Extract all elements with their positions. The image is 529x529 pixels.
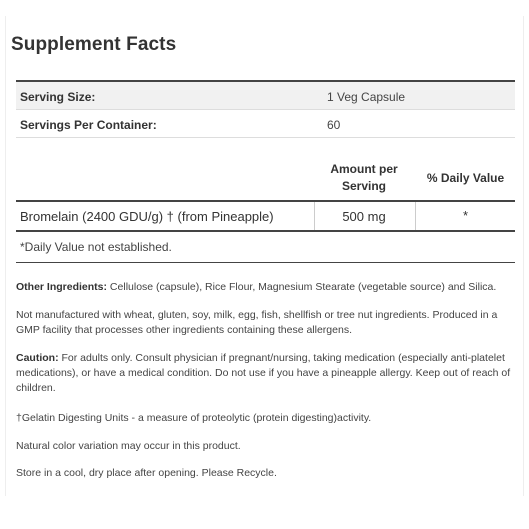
other-ingredients-label: Other Ingredients:: [16, 281, 108, 293]
caution-label: Caution:: [16, 352, 59, 364]
serving-size-row: [16, 82, 515, 110]
caution-text: For adults only. Consult physician if pregnant/nursing, taking medication (especially anti-platelet medications), or have a medical condition. Do not use if you have a pineapple allergy. Keep out of reach of children.: [16, 352, 511, 394]
daily-value-header: % Daily Value: [426, 171, 505, 185]
amount-header-line1: Amount per: [330, 162, 398, 176]
footnote-divider: [16, 262, 515, 263]
ingredient-row: [16, 202, 515, 232]
color-variation-note: Natural color variation may occur in this product.: [16, 440, 241, 452]
storage-note: Store in a cool, dry place after opening. Please Recycle.: [16, 467, 277, 479]
page-title: Supplement Facts: [11, 34, 177, 55]
servings-per-container-row: [16, 110, 515, 138]
caution-statement: [16, 351, 516, 396]
other-ingredients: [16, 280, 516, 295]
servings-per-container-value: 60: [327, 118, 341, 132]
amount-header-line2: Serving: [341, 179, 386, 193]
serving-size-label: Serving Size:: [20, 90, 96, 104]
servings-per-container-label: Servings Per Container:: [20, 118, 157, 132]
ingredient-daily-value: *: [462, 208, 469, 223]
allergen-statement: Not manufactured with wheat, gluten, soy, milk, egg, fish, shellfish or tree nut ingredients. Produced in a GMP facility that processes other ingredients containing these allergens.: [16, 309, 498, 336]
ingredient-amount: 500 mg: [342, 209, 386, 224]
table-header-row: [16, 152, 515, 202]
ingredient-name: Bromelain (2400 GDU/g) † (from Pineapple): [20, 209, 274, 224]
gdu-note: †Gelatin Digesting Units - a measure of proteolytic (protein digesting)activity.: [16, 412, 372, 424]
daily-value-footnote: *Daily Value not established.: [20, 240, 172, 254]
amount-per-serving-header: [314, 161, 414, 195]
serving-size-value: 1 Veg Capsule: [327, 90, 406, 104]
other-ingredients-text: Cellulose (capsule), Rice Flour, Magnesium Stearate (vegetable source) and Silica.: [107, 281, 497, 293]
